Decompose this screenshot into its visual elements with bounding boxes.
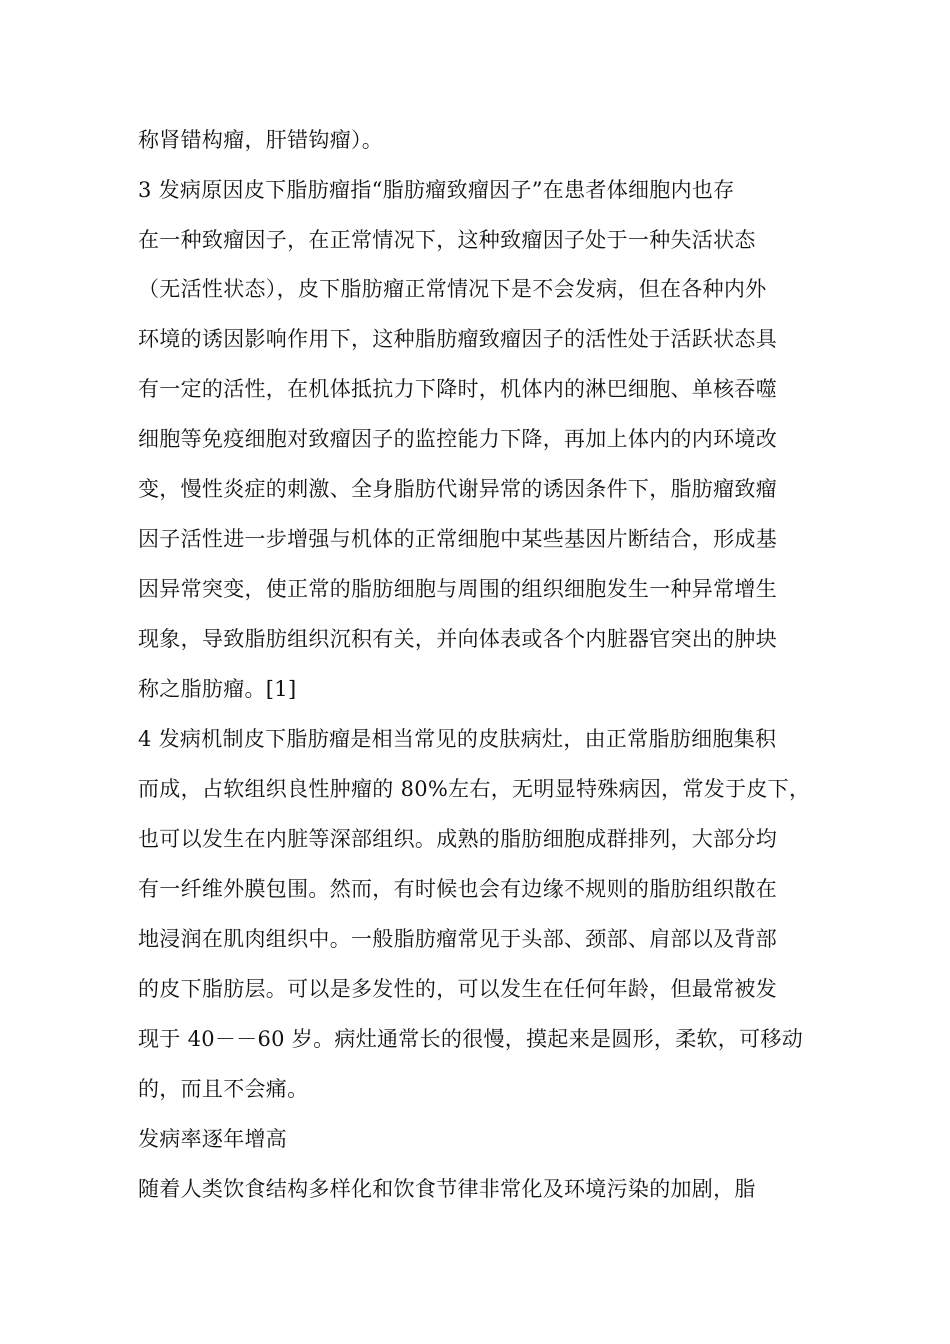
text-line: 地浸润在肌肉组织中。一般脂肪瘤常见于头部、颈部、肩部以及背部 xyxy=(138,927,777,951)
text-line: 4 发病机制皮下脂肪瘤是相当常见的皮肤病灶，由正常脂肪细胞集积 xyxy=(138,727,777,751)
text-line: 在一种致瘤因子，在正常情况下，这种致瘤因子处于一种失活状态 xyxy=(138,228,756,252)
text-line: 称肾错构瘤，肝错钩瘤）。 xyxy=(138,128,384,152)
text-line: 有一纤维外膜包围。然而，有时候也会有边缘不规则的脂肪组织散在 xyxy=(138,877,777,901)
text-line: 环境的诱因影响作用下，这种脂肪瘤致瘤因子的活性处于活跃状态具 xyxy=(138,327,777,351)
text-line: 的，而且不会痛。 xyxy=(138,1077,309,1101)
text-line: 也可以发生在内脏等深部组织。成熟的脂肪细胞成群排列，大部分均 xyxy=(138,827,777,851)
text-line: 因异常突变，使正常的脂肪细胞与周围的组织细胞发生一种异常增生 xyxy=(138,577,777,601)
text-line: （无活性状态），皮下脂肪瘤正常情况下是不会发病，但在各种内外 xyxy=(138,277,767,301)
text-line: 因子活性进一步增强与机体的正常细胞中某些基因片断结合，形成基 xyxy=(138,527,777,551)
text-line: 随着人类饮食结构多样化和饮食节律非常化及环境污染的加剧，脂 xyxy=(138,1177,756,1201)
text-line: 现象，导致脂肪组织沉积有关，并向体表或各个内脏器官突出的肿块 xyxy=(138,627,777,651)
text-line: 而成，占软组织良性肿瘤的 80%左右，无明显特殊病因，常发于皮下， xyxy=(138,777,811,801)
text-line: 的皮下脂肪层。可以是多发性的，可以发生在任何年龄，但最常被发 xyxy=(138,977,777,1001)
text-line: 现于 40－－60 岁。病灶通常长的很慢，摸起来是圆形，柔软，可移动 xyxy=(138,1027,803,1051)
section-heading: 发病率逐年增高 xyxy=(138,1127,288,1151)
text-line: 细胞等免疫细胞对致瘤因子的监控能力下降，再加上体内的内环境改 xyxy=(138,427,777,451)
text-line: 称之脂肪瘤。[1] xyxy=(138,677,297,701)
text-line: 有一定的活性，在机体抵抗力下降时，机体内的淋巴细胞、单核吞噬 xyxy=(138,377,777,401)
text-line: 变，慢性炎症的刺激、全身脂肪代谢异常的诱因条件下，脂肪瘤致瘤 xyxy=(138,477,777,501)
text-line: 3 发病原因皮下脂肪瘤指“脂肪瘤致瘤因子”在患者体细胞内也存 xyxy=(138,178,735,202)
